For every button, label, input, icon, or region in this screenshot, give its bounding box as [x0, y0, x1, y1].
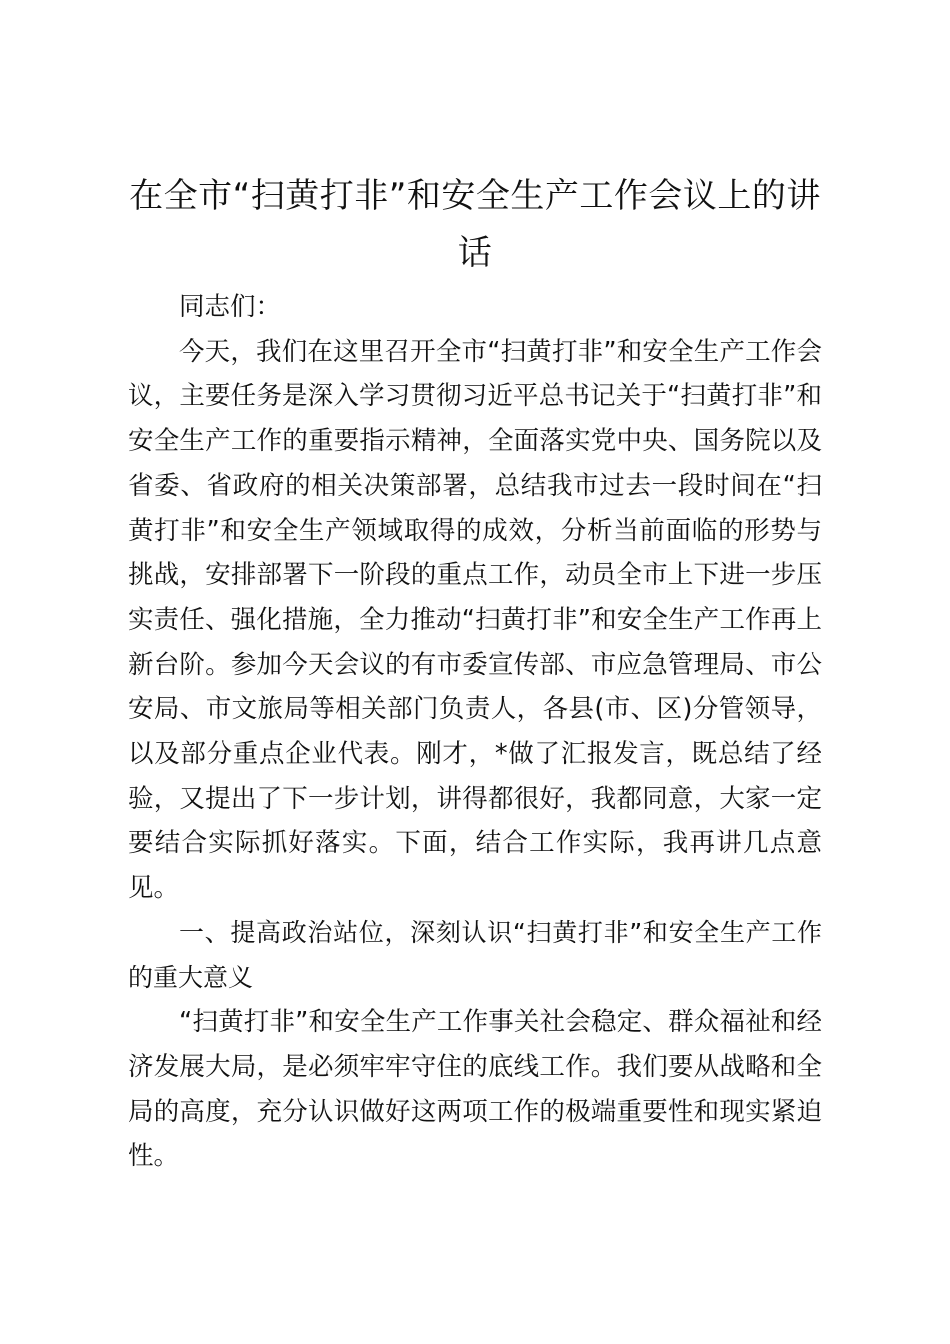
- salutation: 同志们：: [179, 292, 282, 322]
- body-paragraph-section-1: “扫黄打非”和安全生产工作事关社会稳定、群众福祉和经济发展大局，是必须牢牢守住的底线工作。我们要从战略和全局的高度，充分认识做好这两项工作的极端重要性和现实紧迫性。: [128, 1007, 822, 1172]
- body-paragraph-intro: 今天，我们在这里召开全市“扫黄打非”和安全生产工作会议，主要任务是深入学习贯彻习近平总书记关于“扫黄打非”和安全生产工作的重要指示精神，全面落实党中央、国务院以及省委、省政府的相关决策部署，总结我市过去一段时间在“扫黄打非”和安全生产领域取得的成效，分析当前面临的形势与挑战，安排部署下一阶段的重点工作，动员全市上下进一步压实责任、强化措施，全力推动“扫黄打非”和安全生产工作再上新台阶。参加今天会议的有市委宣传部、市应急管理局、市公安局、市文旅局等相关部门负责人，各县(市、区)分管领导，以及部分重点企业代表。刚才，*做了汇报发言，既总结了经验，又提出了下一步计划，讲得都很好，我都同意，大家一定要结合实际抓好落实。下面，结合工作实际，我再讲几点意见。: [128, 336, 822, 904]
- document-title: 在全市“扫黄打非”和安全生产工作会议上的讲话: [129, 176, 821, 273]
- section-heading-1: 一、提高政治站位，深刻认识“扫黄打非”和安全生产工作的重大意义: [128, 917, 822, 992]
- document-page: [128, 168, 822, 1179]
